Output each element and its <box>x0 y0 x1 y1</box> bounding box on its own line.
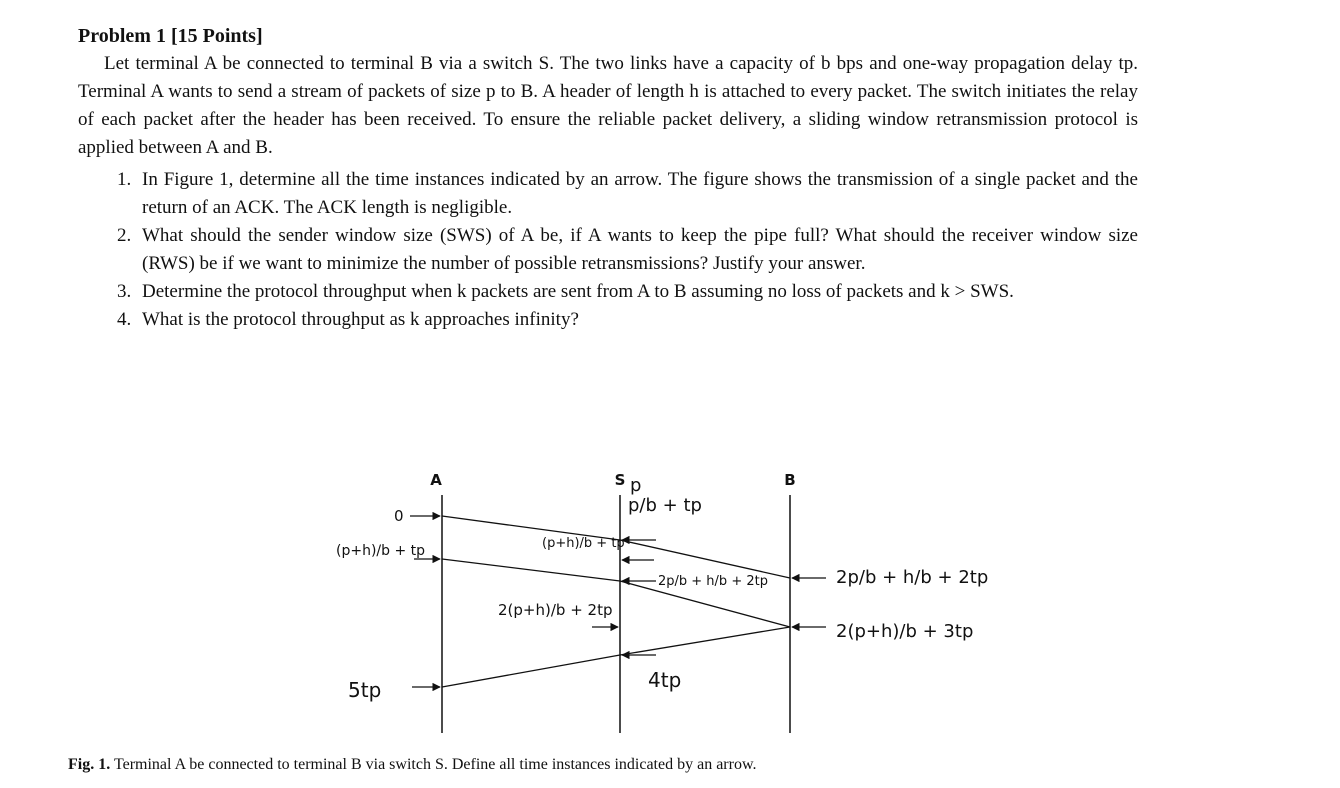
problem-intro: Let terminal A be connected to terminal B via a switch S. The two links have a capacity of b bps and one-way propagation delay tp. Terminal A wants to send a stream of packets of size p to B. A header of length h is attached to every packet. The switch initiates the relay of each packet after the header has been received. To ensure the reliable packet delivery, a sliding window retransmission protocol is applied between A and B. <box>78 53 1138 158</box>
annotation-s-ack: 4tp <box>648 668 682 692</box>
node-a-label: A <box>430 471 442 489</box>
annotation-s-hdr-letter: p <box>630 475 642 496</box>
annotation-s-tx-end: (p+h)/b + tp <box>542 536 625 551</box>
annotation-b-last: 2(p+h)/b + 3tp <box>836 621 974 642</box>
question-item: 2. What should the sender window size (SWS) of A be, if A wants to keep the pipe full? What should the receiver window size (RWS) be if we want to minimize the number of possible retransmissions? Justify your answer. <box>136 222 1138 278</box>
ack-s-to-a <box>442 655 620 687</box>
problem-section <box>78 22 1138 334</box>
question-item: 1. In Figure 1, determine all the time instances indicated by an arrow. The figure shows the transmission of a single packet and the return of an ACK. The ACK length is negligible. <box>136 166 1138 222</box>
annotation-s-second: 2(p+h)/b + 2tp <box>498 601 613 619</box>
annotation-t0: 0 <box>394 507 404 525</box>
annotation-b-first: 2p/b + h/b + 2tp <box>836 567 989 588</box>
question-item: 3. Determine the protocol throughput when k packets are sent from A to B assuming no loss of packets and k > SWS. <box>136 278 1138 306</box>
question-list <box>78 166 1138 334</box>
timing-diagram <box>330 465 1050 745</box>
annotation-a-ack: 5tp <box>348 678 382 702</box>
packet-start-s-to-b <box>620 540 790 578</box>
caption-label: Fig. 1. <box>68 756 111 773</box>
problem-title: Problem 1 [15 Points] <box>78 25 263 47</box>
figure-caption <box>68 756 756 774</box>
node-b-label: B <box>784 471 796 489</box>
caption-text: Terminal A be connected to terminal B via switch S. Define all time instances indicated by an arrow. <box>113 756 757 773</box>
packet-end-a-to-s <box>442 559 620 581</box>
annotation-s-ack-mid: 2p/b + h/b + 2tp <box>658 574 768 589</box>
ack-b-to-s <box>620 627 790 655</box>
annotation-s-hdr: p/b + tp <box>628 495 702 516</box>
question-item: 4. What is the protocol throughput as k approaches infinity? <box>136 306 1138 334</box>
node-s-label: S <box>614 471 626 489</box>
annotation-a-tx-end: (p+h)/b + tp <box>336 543 426 559</box>
